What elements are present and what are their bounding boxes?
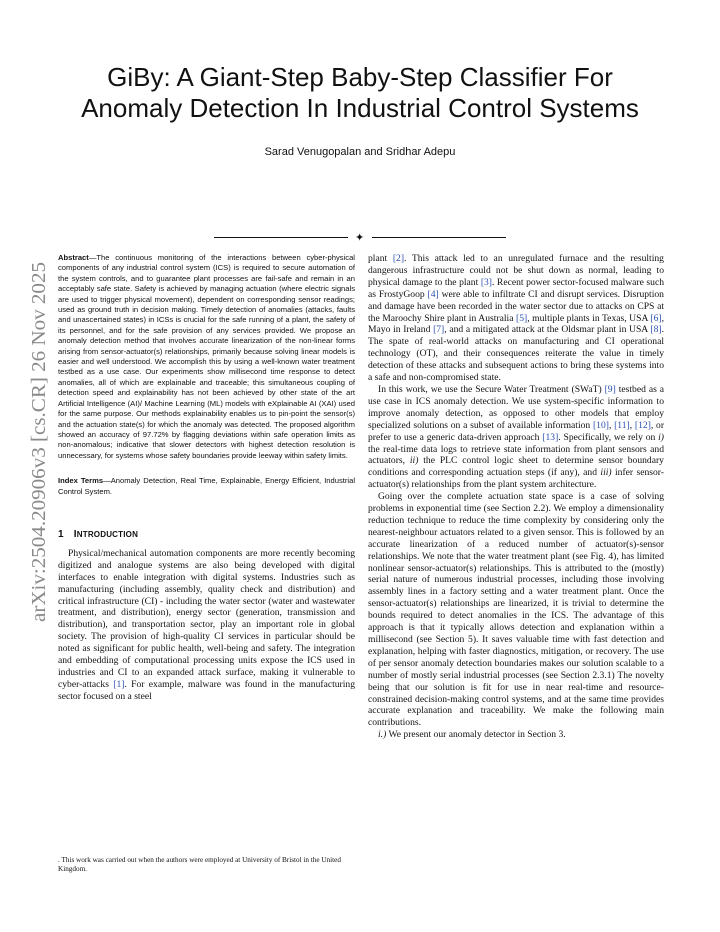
citation-link[interactable]: [13]: [542, 431, 559, 443]
section-title-rest: NTRODUCTION: [76, 529, 139, 539]
citation-link[interactable]: [3]: [480, 276, 492, 288]
enumeration-label: i): [658, 431, 664, 443]
citation-link[interactable]: [2]: [392, 253, 405, 264]
enumeration-label: iii): [600, 467, 612, 479]
paragraph-text: , and a mitigated attack at the Oldsmar plant in USA: [444, 324, 651, 336]
paragraph-text: infer sensor-actuator(s) relationships from the plant system architecture.: [368, 467, 664, 491]
citation-link[interactable]: [4]: [427, 288, 439, 300]
paragraph-text: . This attack led to an unregulated furnace and the resulting dangerous infrastructure could not be shut down as normal, leading to physical damage to the plant: [368, 253, 664, 288]
citation-link[interactable]: [9]: [604, 383, 616, 395]
arxiv-watermark: [12, 262, 60, 622]
paragraph-text: . Recent power sector-focused malware such as FrostyGoop: [368, 276, 664, 300]
title-line-1: GiBy: A Giant-Step Baby-Step Classifier For: [107, 62, 613, 92]
paragraph-text: , or prefer to use a generic data-driven approach: [368, 419, 665, 443]
title-divider: [0, 232, 720, 244]
citation-link[interactable]: [10]: [592, 419, 609, 431]
left-column: [58, 253, 355, 703]
paragraph-text: were able to infiltrate CI and disrupt services. Disruption and damage have been recorded in the water sector due to attacks on CPS at the Maroochy Shire plant in Australia: [368, 288, 664, 324]
index-terms: [58, 476, 355, 497]
intro-text-a: Physical/mechanical automation components are more recently becoming digitized and analogue systems are also being developed with digital interfaces to enable integration with digital systems. Industries such as manufacturing (including assembly, quality check and distribution) and critical infrastructure (CI) - including the water sector (water and wastewater treatment, and distribution), energy sector (generation, transmission and distribution), and transportation sector, play an important role in global society. The provision of high-quality CI services in particular should be noted as significant for public health, well-being and safety. The integration and embedding of computational processing units expose the ICS used in industries and CI to an expanded attack surface, making it vulnerable to cyber-attacks: [58, 547, 355, 690]
paragraph-text: ,: [629, 419, 635, 431]
paper-title: [40, 62, 680, 124]
citation-link[interactable]: [6]: [650, 312, 662, 324]
section-number: 1: [58, 528, 64, 540]
citation-link[interactable]: [8]: [650, 324, 662, 336]
paragraph-text: the real-time data logs to retrieve state information from plant sensors and actuators,: [368, 443, 664, 467]
citation-link[interactable]: [12]: [634, 419, 651, 431]
author-list: Sarad Venugopalan and Sridhar Adepu: [264, 146, 456, 158]
intro-text-b: . For example, malware was found in the manufacturing sector focused on a steel: [58, 678, 356, 702]
citation-link[interactable]: [1]: [113, 678, 125, 690]
paragraph-text: , multiple plants in Texas, USA: [527, 312, 651, 324]
paragraph-text: testbed as a use case in ICS anomaly detection. We use system-specific information to improve anomaly detection, as opposed to other models that employ specialized solutions on a subset of available information: [368, 383, 664, 431]
intro-paragraph-1: [58, 548, 355, 703]
divider-star-icon: ✦: [355, 231, 365, 244]
section-heading-introduction: [58, 529, 355, 540]
index-terms-text: —Anomaly Detection, Real Time, Explainable, Energy Efficient, Industrial Control System.: [58, 476, 356, 496]
citation-link[interactable]: [11]: [614, 419, 630, 431]
paragraph-text: In this work, we use the Secure Water Treatment (SWaT): [378, 383, 605, 395]
title-line-2: Anomaly Detection In Industrial Control Systems: [81, 93, 639, 123]
abstract-text: —The continuous monitoring of the interactions between cyber-physical components of any industrial control system (ICS) is required to secure automation of the system controls, and to guarantee plant processes are fail-safe and remain in an acceptably safe state. Safety is achieved by managing actuation (where electric signals are used to trigger physical movement), dependent on corresponding sensor readings; used as ground truth in decision making. Timely detection of anomalies (attacks, faults and unascertained states) in ICSs is crucial for the safe running of a plant, the safety of its personnel, and for the safe provision of any services provided. We propose an anomaly detection method that involves accurate linearization of the non-linear forms arising from sensor-actuator(s) relationships, primarily because solving linear models is easier and well understood. We accomplish this by using a well-known water treatment testbed as a use case. Our experiments show millisecond time response to detect anomalies, all of which are explainable and traceable; this simultaneous coupling of detection speed and explainability has not been achieved by other state of the art Artificial Intelligence (AI)/ Machine Learning (ML) models with eXplainable AI (XAI) used for the same purpose. Our methods explainability enables us to pin-point the sensor(s) and the actuation state(s) for which the anomaly was detected. The proposed algorithm showed an accuracy of 97.72% by flagging deviations within safe operation limits as non-anomalous; indicative that slower detectors with highest detection resolution is unnecessary, for systems whose safety boundaries provide leeway within safety limits.: [58, 253, 355, 460]
right-paragraph-2: [368, 384, 664, 491]
paragraph-text: , Mayo in Ireland: [368, 312, 664, 336]
contribution-item-1: [368, 729, 664, 741]
paragraph-text: . The spate of real-world attacks on manufacturing and CI operational technology (OT), and their consequences reiterate the value in timely detection of these attacks and subsequent actions to bring these systems into a safe and non-compromised state.: [368, 324, 664, 384]
citation-link[interactable]: [7]: [433, 324, 445, 336]
divider-line-left: [214, 237, 348, 238]
enumeration-label: ii): [409, 455, 419, 467]
footnote: . This work was carried out when the authors were employed at University of Bristol in the United Kingdom.: [58, 856, 341, 873]
citation-link[interactable]: [5]: [516, 312, 528, 324]
right-paragraph-3: Going over the complete actuation state space is a case of solving problems in exponential time (see Section 2.2). We employ a dimensionality reduction technique to reduce the time complexity by considering only the nearest-neighbour actuators related to a given sensor. This is followed by an accurate linearization of a reduced number of actuator(s)-sensor relationships. We note that the water treatment plant (see Fig. 4), has limited nonlinear sensor-actuator(s) relationships. This is attributed to the (mostly) serial nature of numerous industrial processes, including those involving assembly lines in a factory setting and a water treatment plant. Once the sensor-actuator(s) relationships are linearized, it is trivial to determine the bounds required to detect anomalies in the ICS. The advantage of this approach is that it typically allows detection and explanation within a millisecond (see Section 5). It saves valuable time with fast detection and explanation, helping with faster diagnostics, mitigation, or recovery. The use of per sensor anomaly detection boundaries makes our solution scalable to a number of mostly serial industrial processes (see Section 2.3.1) The novelty being that our solution is fit for use in near real-time and resource-constrained decision-making control systems, and at the same time provides accurate explanation and traceability. We make the following main contributions.: [368, 491, 664, 729]
right-column: [368, 253, 664, 741]
arxiv-identifier: arXiv:2504.20906v3 [cs.CR] 26 Nov 2025: [29, 288, 50, 622]
contribution-text: We present our anomaly detector in Section 3.: [386, 729, 566, 741]
index-terms-label: Index Terms: [58, 476, 104, 486]
paragraph-text: the PLC control logic sheet to determine sensor boundary conditions and corresponding actuation steps (if any), and: [368, 455, 664, 479]
paragraph-text: plant: [368, 253, 393, 264]
paragraph-text: . Specifically, we rely on: [558, 431, 659, 443]
abstract-label: Abstract: [58, 253, 89, 262]
section-title-initial: I: [73, 528, 77, 540]
divider-line-right: [372, 237, 506, 238]
abstract: [58, 253, 355, 461]
right-paragraph-1: [368, 253, 664, 384]
contribution-label: i.): [378, 729, 387, 741]
paragraph-text: ,: [608, 419, 615, 431]
